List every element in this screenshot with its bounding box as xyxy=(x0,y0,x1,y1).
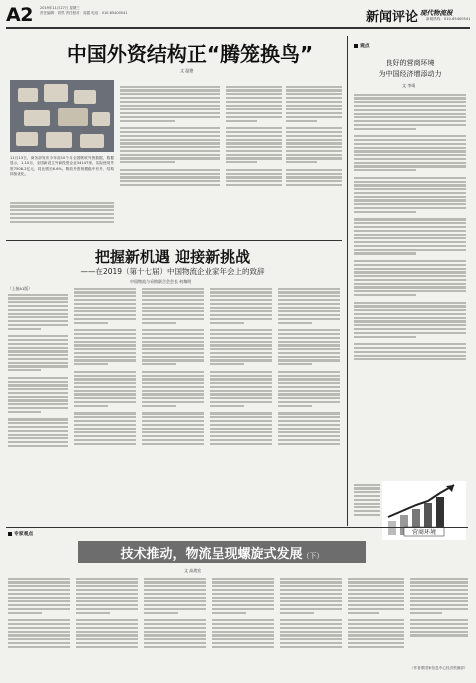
article1-photo xyxy=(10,80,114,152)
business-environment-illustration xyxy=(382,481,466,540)
article3-col4 xyxy=(212,576,274,680)
article2-lead: （上接A1版） xyxy=(8,286,32,291)
article2-title: 把握新机遇 迎接新挑战 xyxy=(94,248,251,266)
article2-col5 xyxy=(278,286,340,518)
article3-col3 xyxy=(144,576,206,680)
article2-col4 xyxy=(210,286,272,518)
paper-name: 现代物流报 xyxy=(420,9,453,17)
article3-part: （下） xyxy=(302,552,324,560)
column-title-line2: 为中国经济增添动力 xyxy=(378,70,442,78)
column-title xyxy=(354,58,466,80)
article1-intro: 11月13日，商务部发布今年前10个月全国吸收外资数据，数据显示，1-10月，全国新设立外商投资企业34147家，实际使用外资7508.2亿元，同比增长6.6%。吸收外资规模稳中有升，结构持续优化。 xyxy=(10,156,114,177)
column-body xyxy=(354,92,466,478)
article3-tag-label: 专家观点 xyxy=(14,532,34,537)
article3-col2 xyxy=(76,576,138,680)
column-tag-label: 观点 xyxy=(360,44,370,49)
article3-tag xyxy=(8,530,33,537)
article3-byline: 文 高战宏 xyxy=(184,568,202,573)
column-title-line1: 良好的营商环境 xyxy=(385,59,435,67)
editor-line: 责任编辑：刘然 责任校对：周霞 电话：010-65400541 xyxy=(40,10,128,15)
issue-meta xyxy=(40,6,127,16)
article2-byline: 中国物流与采购联合会会长 何黎明 xyxy=(130,279,192,284)
article1-col2 xyxy=(120,84,220,234)
article1-byline: 文 温德 xyxy=(180,68,194,73)
article1-bottom-rule xyxy=(6,240,342,241)
header-rule xyxy=(6,27,470,29)
rising-arrow-graphic xyxy=(382,481,466,540)
column-divider xyxy=(347,36,348,526)
article2-col1 xyxy=(8,292,68,518)
article2-col2 xyxy=(74,286,136,518)
article1-col3 xyxy=(226,84,282,234)
column-byline: 文 李靖 xyxy=(402,83,416,88)
column-tag xyxy=(354,42,370,49)
article1-col4 xyxy=(286,84,342,234)
article3-col7 xyxy=(410,576,468,664)
news-hotline: 新闻热线：010-65400541 xyxy=(426,17,471,21)
article3-title xyxy=(78,543,366,562)
bottom-section-rule xyxy=(6,527,468,528)
chart-label: 营商环境 xyxy=(411,529,437,536)
section-title: 新闻评论 xyxy=(366,10,419,25)
article1-title: 中国外资结构正“腾笼换鸟” xyxy=(66,42,314,66)
column-author-note: （作者系国家信息中心经济预测部） xyxy=(410,666,468,670)
issue-date: 2019年11月27日 星期三 xyxy=(40,6,80,10)
article2-col3 xyxy=(142,286,204,518)
article1-col1 xyxy=(10,200,114,234)
article3-col6 xyxy=(348,576,404,680)
article3-title-text: 技术推动，物流呈现螺旋式发展 xyxy=(120,547,303,562)
article2-subtitle: ——在2019（第十七届）中国物流企业家年会上的致辞 xyxy=(80,267,265,276)
article3-col1 xyxy=(8,576,70,680)
article3-col5 xyxy=(280,576,342,680)
page-number: A2 xyxy=(6,4,33,26)
